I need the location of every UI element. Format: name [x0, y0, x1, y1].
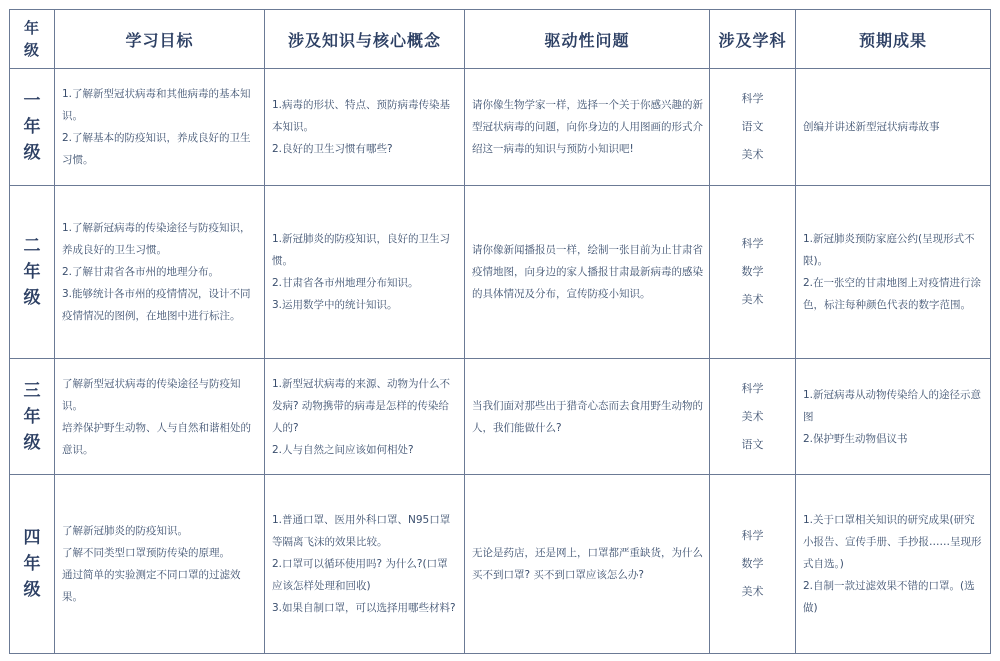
header-grade-char-2: 级 — [23, 41, 40, 59]
curriculum-table — [9, 9, 991, 654]
cell-paragraph: 2.自制一款过滤效果不错的口罩。(选做) — [803, 580, 975, 614]
goals-cell — [55, 186, 265, 359]
cell-paragraph: 1.普通口罩、医用外科口罩、N95口罩等隔离飞沫的效果比较。 — [272, 514, 451, 548]
cell-paragraph: 了解新冠肺炎的防疫知识。 — [62, 525, 188, 537]
cell-paragraph: 2.良好的卫生习惯有哪些? — [272, 143, 393, 155]
subject-item: 语文 — [741, 437, 764, 451]
subjects-cell — [710, 69, 796, 186]
cell-paragraph: 2.了解基本的防疫知识，养成良好的卫生习惯。 — [62, 132, 251, 166]
cell-paragraph: 2.口罩可以循环使用吗? 为什么?(口罩应该怎样处理和回收) — [272, 558, 448, 592]
goals-cell — [55, 69, 265, 186]
knowledge-cell — [265, 475, 465, 654]
grade-char: 级 — [23, 432, 41, 453]
outcomes-cell — [796, 475, 991, 654]
curriculum-table-wrapper — [9, 9, 991, 654]
header-goals: 学习目标 — [55, 10, 265, 69]
cell-paragraph: 1.了解新冠病毒的传染途径与防疫知识，养成良好的卫生习惯。 — [62, 222, 251, 256]
grade-char: 四 — [23, 528, 41, 548]
outcomes-cell — [796, 69, 991, 186]
cell-paragraph: 2.在一张空的甘肃地图上对疫情进行涂色，标注每种颜色代表的数字范围。 — [803, 277, 982, 311]
knowledge-cell — [265, 359, 465, 475]
subject-item: 数学 — [741, 557, 764, 570]
subjects-cell — [710, 359, 796, 475]
knowledge-cell — [265, 69, 465, 186]
cell-paragraph: 请你像新闻播报员一样，绘制一张目前为止甘肃省疫情地图，向身边的家人播报甘肃最新病毒的感染的具体情况及分布，宣传防疫小知识。 — [472, 244, 703, 300]
cell-paragraph: 1.新型冠状病毒的来源、动物为什么不发病? 动物携带的病毒是怎样的传染给人的? — [272, 377, 451, 434]
header-grade — [10, 10, 55, 69]
cell-paragraph: 培养保护野生动物、人与自然和谐相处的意识。 — [62, 421, 251, 456]
grade-char: 一 — [23, 91, 41, 111]
grade-cell — [10, 359, 55, 475]
table-body — [10, 69, 991, 654]
header-question: 驱动性问题 — [465, 10, 710, 69]
cell-paragraph: 2.了解甘肃省各市州的地理分布。 — [62, 266, 220, 278]
grade-char: 年 — [23, 406, 41, 427]
outcomes-cell — [796, 186, 991, 359]
grade-char: 级 — [23, 143, 41, 163]
grade-cell — [10, 186, 55, 359]
grade-char: 年 — [23, 554, 41, 574]
question-cell — [465, 186, 710, 359]
subject-item: 科学 — [741, 92, 764, 105]
grade-char: 三 — [23, 380, 41, 401]
subject-item: 科学 — [741, 381, 764, 395]
goals-cell — [55, 475, 265, 654]
header-knowledge: 涉及知识与核心概念 — [265, 10, 465, 69]
cell-paragraph: 1.关于口罩相关知识的研究成果(研究小报告、宣传手册、手抄报……呈现形式自选。) — [803, 514, 982, 570]
subjects-cell — [710, 475, 796, 654]
table-row — [10, 186, 991, 359]
cell-paragraph: 了解不同类型口罩预防传染的原理。 — [62, 547, 230, 559]
header-grade-char-1: 年 — [23, 19, 40, 37]
knowledge-cell — [265, 186, 465, 359]
cell-paragraph: 1.新冠病毒从动物传染给人的途径示意图 — [803, 388, 982, 423]
header-row — [10, 10, 991, 69]
subject-item: 美术 — [741, 409, 764, 423]
grade-char: 级 — [23, 288, 41, 308]
cell-paragraph: 1.新冠肺炎预防家庭公约(呈现形式不限)。 — [803, 233, 975, 267]
question-cell — [465, 359, 710, 475]
grade-char: 年 — [23, 117, 41, 137]
cell-paragraph: 3.运用数学中的统计知识。 — [272, 299, 398, 311]
subject-item: 美术 — [741, 585, 764, 598]
cell-paragraph: 2.甘肃省各市州地理分布知识。 — [272, 277, 419, 289]
subject-item: 语文 — [741, 120, 764, 133]
grade-char: 级 — [23, 580, 41, 600]
cell-paragraph: 通过简单的实验测定不同口罩的过滤效果。 — [62, 569, 241, 603]
subject-item: 科学 — [741, 529, 764, 542]
cell-paragraph: 3.如果自制口罩，可以选择用哪些材料? — [272, 602, 456, 614]
cell-paragraph: 1.新冠肺炎的防疫知识，良好的卫生习惯。 — [272, 233, 451, 267]
goals-cell — [55, 359, 265, 475]
cell-paragraph: 2.保护野生动物倡议书 — [803, 432, 908, 445]
subject-item: 美术 — [741, 293, 764, 306]
cell-paragraph: 了解新型冠状病毒的传染途径与防疫知识。 — [62, 377, 241, 412]
grade-char: 年 — [23, 262, 41, 282]
header-subjects: 涉及学科 — [710, 10, 796, 69]
subject-item: 科学 — [741, 237, 764, 250]
question-cell — [465, 69, 710, 186]
table-row — [10, 359, 991, 475]
cell-paragraph: 1.了解新型冠状病毒和其他病毒的基本知识。 — [62, 88, 251, 122]
subject-item: 美术 — [741, 148, 764, 161]
cell-paragraph: 1.病毒的形状、特点、预防病毒传染基本知识。 — [272, 99, 451, 133]
subject-item: 数学 — [741, 265, 764, 278]
grade-cell — [10, 69, 55, 186]
grade-char: 二 — [23, 236, 41, 256]
cell-paragraph: 请你像生物学家一样，选择一个关于你感兴趣的新型冠状病毒的问题，向你身边的人用图画的形式介绍这一病毒的知识与预防小知识吧! — [472, 99, 703, 155]
cell-paragraph: 2.人与自然之间应该如何相处? — [272, 443, 414, 456]
header-outcomes: 预期成果 — [796, 10, 991, 69]
outcomes-cell — [796, 359, 991, 475]
table-row — [10, 475, 991, 654]
cell-paragraph: 当我们面对那些出于猎奇心态而去食用野生动物的人，我们能做什么? — [472, 399, 703, 434]
grade-cell — [10, 475, 55, 654]
cell-paragraph: 创编并讲述新型冠状病毒故事 — [803, 121, 940, 133]
cell-paragraph: 3.能够统计各市州的疫情情况，设计不同疫情情况的图例，在地图中进行标注。 — [62, 288, 251, 322]
table-row — [10, 69, 991, 186]
cell-paragraph: 无论是药店，还是网上，口罩都严重缺货，为什么买不到口罩? 买不到口罩应该怎么办? — [472, 547, 703, 581]
subjects-cell — [710, 186, 796, 359]
question-cell — [465, 475, 710, 654]
